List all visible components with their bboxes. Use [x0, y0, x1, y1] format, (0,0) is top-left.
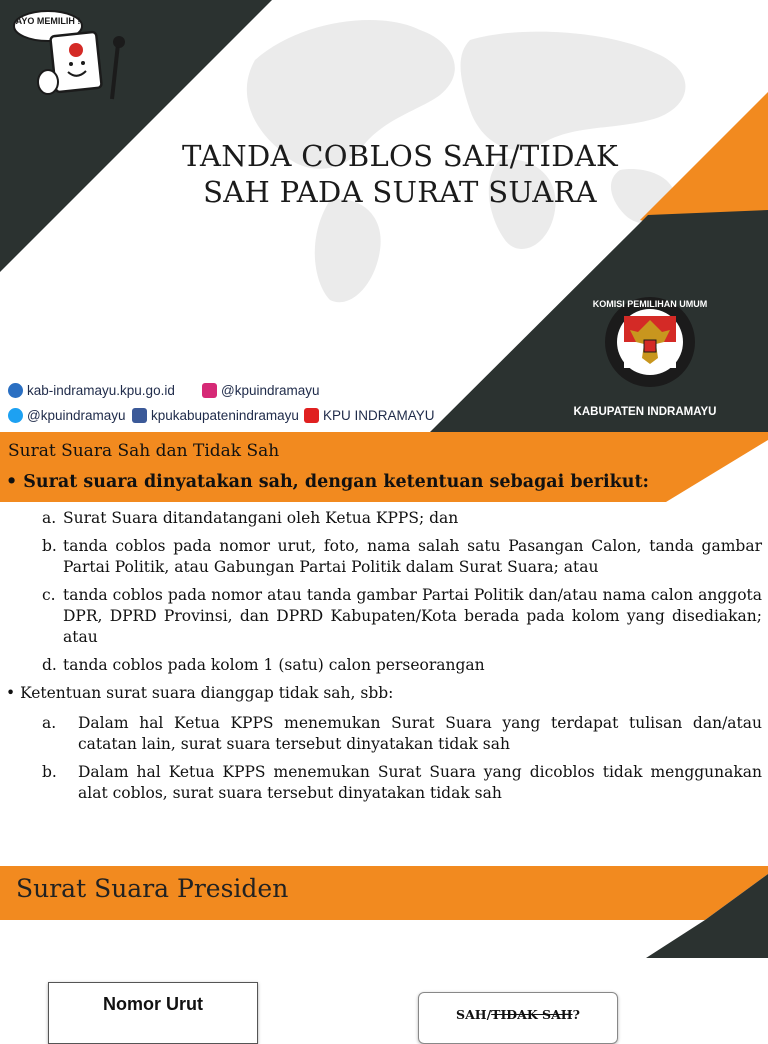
cover-title-line2: SAH PADA SURAT SUARA — [203, 175, 597, 209]
dark-corner-bottom-right — [430, 210, 768, 432]
instagram-link[interactable] — [202, 383, 320, 398]
invalid-item-b: b. Dalam hal Ketua KPPS menemukan Surat Suara yang dicoblos tidak menggunakan alat coblos, surat suara tersebut dinyatakan tidak sah — [42, 763, 762, 802]
valid-item-b: b. tanda coblos pada nomor urut, foto, nama salah satu Pasangan Calon, tanda gambar Partai Politik, atau Gabungan Partai Politik dalam Surat Suara; atau — [42, 537, 762, 576]
status-suffix: ? — [572, 1007, 580, 1022]
instagram-text: @kpuindramayu — [221, 383, 320, 398]
mascot-icon — [8, 4, 148, 104]
valid-status-box — [418, 992, 618, 1044]
twitter-icon — [8, 408, 23, 423]
cover-slide — [0, 0, 768, 432]
facebook-text: kpukabupatenindramayu — [151, 408, 299, 423]
twitter-text: @kpuindramayu — [27, 408, 126, 423]
globe-icon — [8, 383, 23, 398]
president-title: Surat Suara Presiden — [16, 874, 289, 903]
website-text: kab-indramayu.kpu.go.id — [27, 383, 175, 398]
cover-title-line1: TANDA COBLOS SAH/TIDAK — [181, 139, 618, 173]
svg-text:AYO MEMILIH !: AYO MEMILIH ! — [15, 16, 81, 26]
rules-slide — [0, 432, 768, 864]
valid-item-a: a. Surat Suara ditandatangani oleh Ketua KPPS; dan — [42, 509, 459, 527]
svg-text:KOMISI PEMILIHAN UMUM: KOMISI PEMILIHAN UMUM — [592, 299, 708, 309]
twitter-link[interactable] — [8, 408, 126, 423]
youtube-icon — [304, 408, 319, 423]
valid-intro: • Surat suara dinyatakan sah, dengan ketentuan sebagai berikut: — [6, 472, 650, 492]
instagram-icon — [202, 383, 217, 398]
valid-item-c: c. tanda coblos pada nomor atau tanda gambar Partai Politik dan/atau nama calon anggota DPR, DPRD Provinsi, dan DPRD Kabupaten/Kota berada pada kolom yang disediakan; atau — [42, 586, 762, 646]
kpu-logo-icon — [592, 292, 708, 392]
valid-item-d: d. tanda coblos pada kolom 1 (satu) calon perseorangan — [42, 656, 485, 674]
website-link[interactable] — [8, 383, 175, 398]
rules-heading: Surat Suara Sah dan Tidak Sah — [8, 441, 280, 461]
president-slide — [0, 864, 768, 1024]
regency-label: KABUPATEN INDRAMAYU — [573, 406, 717, 418]
cover-title — [150, 138, 650, 210]
ballot-number-box: Nomor Urut — [48, 982, 258, 1044]
invalid-item-a: a. Dalam hal Ketua KPPS menemukan Surat Suara yang terdapat tulisan dan/atau catatan lain, surat suara tersebut dinyatakan tidak sah — [42, 714, 762, 753]
status-prefix: SAH/ — [456, 1007, 492, 1022]
invalid-intro: • Ketentuan surat suara dianggap tidak sah, sbb: — [6, 684, 394, 702]
youtube-text: KPU INDRAMAYU — [323, 408, 435, 423]
facebook-icon — [132, 408, 147, 423]
status-struck: TIDAK SAH — [491, 1007, 573, 1022]
facebook-link[interactable] — [132, 408, 299, 423]
youtube-link[interactable] — [304, 408, 435, 423]
